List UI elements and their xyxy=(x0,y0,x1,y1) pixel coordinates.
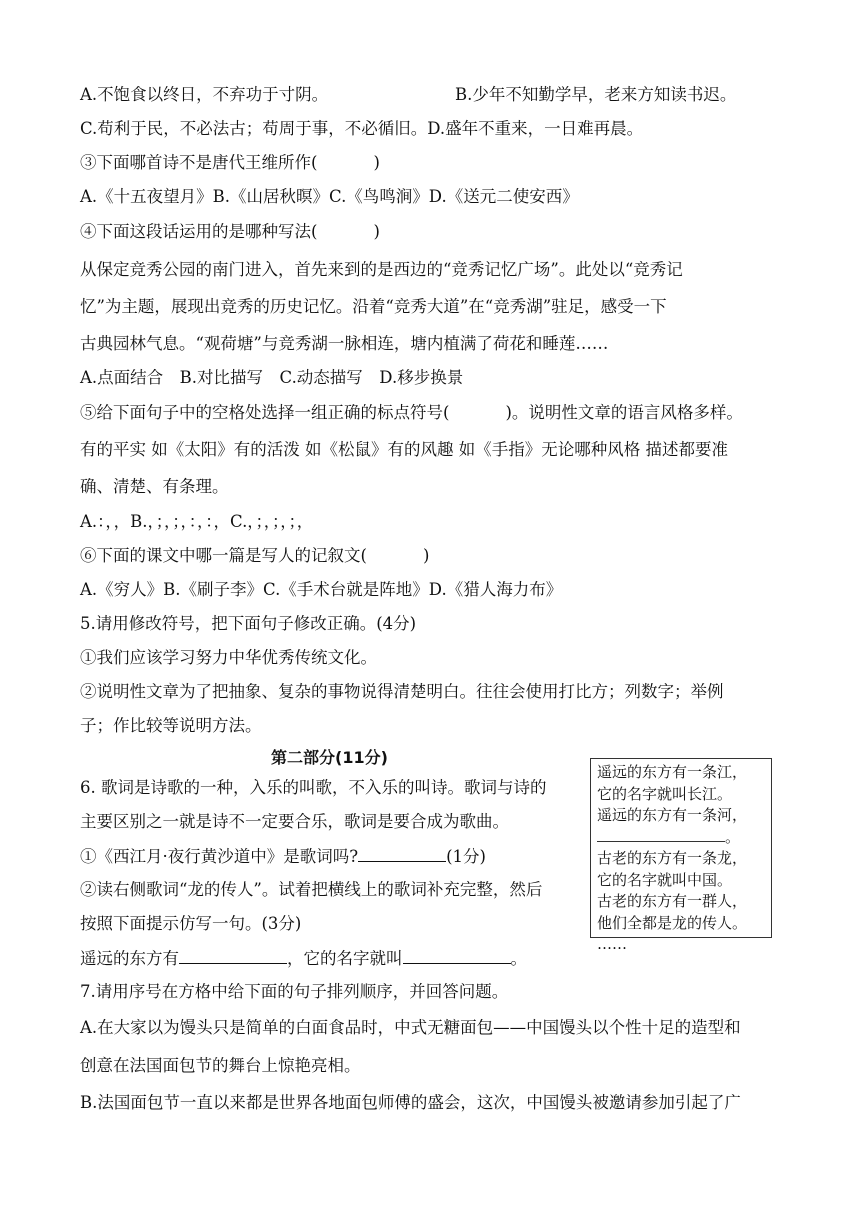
paren-close: ) xyxy=(373,153,380,172)
q6-sub1 xyxy=(80,845,486,868)
lyrics-box xyxy=(590,758,772,953)
q5-sentence-1: ①我们应该学习努力中华优秀传统文化。 xyxy=(80,648,377,667)
lyric-line: 他们全都是龙的传人。 xyxy=(597,913,748,932)
q7-sentence-a-line: 创意在法国面包节的舞台上惊艳亮相。 xyxy=(80,1056,361,1075)
paren-close: ) xyxy=(373,222,380,241)
paren-open: ( xyxy=(311,153,318,172)
q4-5-stem-end: 。说明性文章的语言风格多样。 xyxy=(511,403,743,422)
q4-5-options: A.：，，B.，；，；，：，：，C.，；，；，；， xyxy=(80,512,314,531)
paren-open: ( xyxy=(443,403,450,422)
q4-4-passage-line: 从保定竞秀公园的南门进入，首先来到的是西边的“竞秀记忆广场”。此处以“竞秀记 xyxy=(80,260,683,279)
q4-4-stem-text: ④下面这段话运用的是哪种写法 xyxy=(80,222,311,241)
q6-fill-start: 遥远的东方有 xyxy=(80,949,179,968)
q5-sentence-2-line: ②说明性文章为了把抽象、复杂的事物说得清楚明白。往往会使用打比方；列数字；举例 xyxy=(80,682,724,701)
q7-stem: 7.请用序号在方格中给下面的句子排列顺序，并回答问题。 xyxy=(80,982,509,1001)
part2-title: 第二部分(11分) xyxy=(271,748,388,767)
q4-4-passage-line: 古典园林气息。“观荷塘”与竞秀湖一脉相连，塘内植满了荷花和睡莲…… xyxy=(80,334,609,353)
lyric-line: 古老的东方有一群人， xyxy=(597,892,748,910)
q6-fill-end: 。 xyxy=(510,949,527,968)
q4-5-sentence-line: 有的平实 如《太阳》有的活泼 如《松鼠》有的风趣 如《手指》无论哪种风格 描述都要准 xyxy=(80,440,728,459)
q6-sub1-score: (1分) xyxy=(446,847,486,866)
q4-5-stem-start: ⑤给下面句子中的空格处选择一组正确的标点符号 xyxy=(80,403,443,422)
paren-close: ) xyxy=(422,546,430,565)
q6-fill-mid: ，它的名字就叫 xyxy=(287,949,403,968)
answer-blank[interactable] xyxy=(179,947,287,964)
paren-close: ) xyxy=(505,403,512,422)
lyric-line: 它的名字就叫中国。 xyxy=(597,870,733,889)
answer-blank[interactable] xyxy=(358,845,446,862)
q4-6-stem xyxy=(80,545,429,567)
q4-4-stem xyxy=(80,221,380,243)
q6-sub2-line: ②读右侧歌词“龙的传人”。试着把横线上的歌词补充完整，然后 xyxy=(80,880,543,899)
q6-fill-line xyxy=(80,947,527,970)
q5-sentence-2-line: 子；作比较等说明方法。 xyxy=(80,716,262,735)
q4-5-sentence-line: 确、清楚、有条理。 xyxy=(80,477,229,496)
q7-sentence-a-line: A.在大家以为馒头只是简单的白面食品时，中式无糖面包——中国馒头以个性十足的造型和 xyxy=(80,1018,741,1037)
lyric-blank-line xyxy=(597,827,765,849)
q4-3-stem-text: ③下面哪首诗不是唐代王维所作 xyxy=(80,153,311,172)
lyric-line: 它的名字就叫长江。 xyxy=(597,784,733,803)
q6-intro-line: 6. 歌词是诗歌的一种，入乐的叫歌，不入乐的叫诗。歌词与诗的 xyxy=(80,778,547,797)
q4-5-stem xyxy=(80,402,743,424)
answer-blank[interactable] xyxy=(403,947,511,964)
q4-4-passage-line: 忆”为主题，展现出竞秀的历史记忆。沿着“竞秀大道”在“竞秀湖”驻足，感受一下 xyxy=(80,297,667,316)
q4-2-option-a: A.不饱食以终日，不弃功于寸阴。 xyxy=(80,85,329,104)
q6-sub2-line: 按照下面提示仿写一句。(3分) xyxy=(80,914,302,933)
q4-6-stem-text: ⑥下面的课文中哪一篇是写人的记叙文 xyxy=(80,546,361,565)
q7-sentence-b-line: B.法国面包节一直以来都是世界各地面包师傅的盛会，这次，中国馒头被邀请参加引起了广 xyxy=(80,1093,741,1112)
q4-4-options: A.点面结合 B.对比描写 C.动态描写 D.移步换景 xyxy=(80,368,464,387)
q4-3-options: A.《十五夜望月》B.《山居秋暝》C.《鸟鸣涧》D.《送元二使安西》 xyxy=(80,187,579,206)
lyric-blank-end: 。 xyxy=(725,827,741,846)
q4-2-option-b: B.少年不知勤学早，老来方知读书迟。 xyxy=(455,85,737,104)
q4-2-option-cd: C.苟利于民，不必法古；苟周于事，不必循旧。D.盛年不重来，一日难再晨。 xyxy=(80,119,644,138)
q4-3-stem xyxy=(80,152,380,174)
lyric-line: 遥远的东方有一条河， xyxy=(597,806,748,824)
q4-6-options: A.《穷人》B.《刷子李》C.《手术台就是阵地》D.《猎人海力布》 xyxy=(80,580,563,599)
paren-open: ( xyxy=(360,546,367,565)
lyric-line: 古老的东方有一条龙， xyxy=(597,849,748,867)
lyric-line: …… xyxy=(597,935,627,953)
q5-stem: 5.请用修改符号，把下面句子修改正确。(4分) xyxy=(80,614,417,633)
paren-open: ( xyxy=(311,222,318,241)
lyric-blank[interactable] xyxy=(597,827,725,842)
lyric-line: 遥远的东方有一条江， xyxy=(597,763,748,781)
q6-intro-line: 主要区别之一就是诗不一定要合乐，歌词是要合成为歌曲。 xyxy=(80,812,509,831)
q6-sub1-text: ①《西江月·夜行黄沙道中》是歌词吗? xyxy=(80,847,359,866)
